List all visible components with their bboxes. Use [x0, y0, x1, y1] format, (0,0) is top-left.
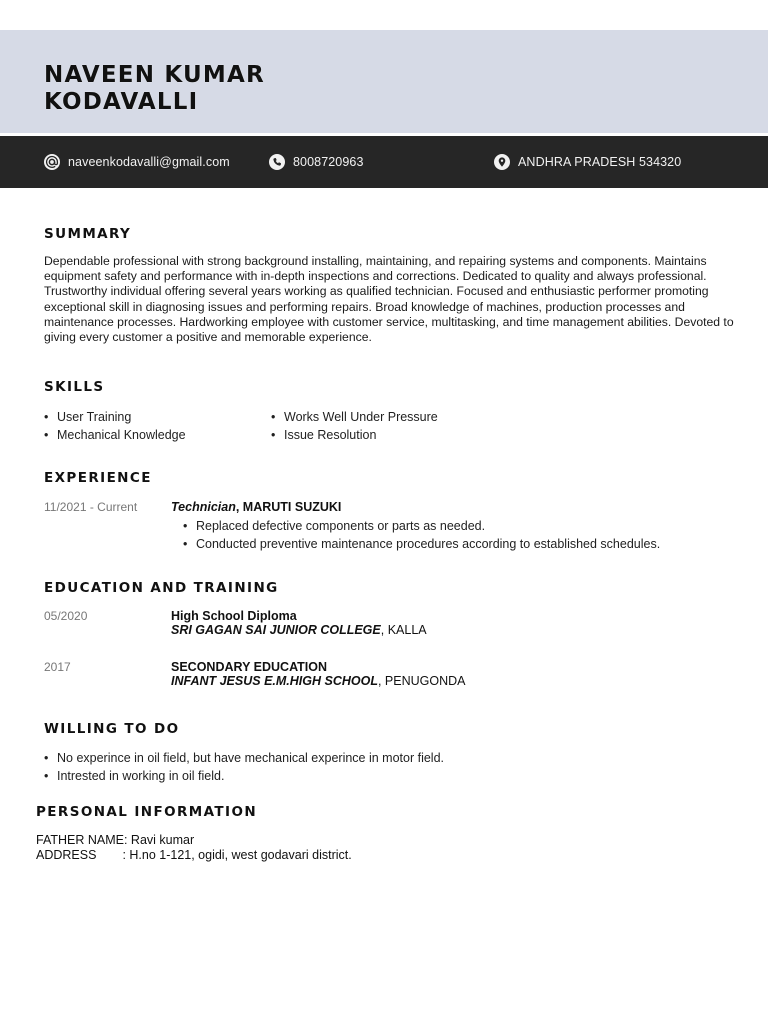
school-name: SRI GAGAN SAI JUNIOR COLLEGE	[171, 623, 381, 637]
name-line-2: KODAVALLI	[44, 89, 199, 115]
school-place: , PENUGONDA	[377, 674, 466, 688]
experience-bullets	[183, 517, 660, 553]
education-degree: High School Diploma	[171, 609, 297, 623]
job-company: , MARUTI SUZUKI	[235, 500, 342, 514]
contact-email[interactable]	[44, 136, 230, 188]
father-name: FATHER NAME: Ravi kumar	[36, 833, 195, 847]
skills-list-left	[44, 408, 186, 444]
location-text: ANDHRA PRADESH 534320	[518, 155, 682, 169]
education-heading: EDUCATION AND TRAINING	[44, 580, 279, 596]
education-degree: SECONDARY EDUCATION	[171, 660, 328, 674]
willing-item: • Intrested in working in oil field.	[44, 767, 444, 785]
willing-list	[44, 749, 444, 785]
personal-heading: PERSONAL INFORMATION	[36, 804, 258, 820]
contact-phone[interactable]	[269, 136, 364, 188]
candidate-name	[44, 62, 265, 116]
summary-text: Dependable professional with strong background installing, maintaining, and repairing systems and components. Maintains equipment safety and performance with in-depth inspections and corrections. Dedicated to quality and always professional. Trustworthy individual offering several years working as qualified technician. Focused and enthusiastic performer promoting exceptional skill in diagnosing issues and performing repairs. Broad knowledge of machines, production processes and maintenance processes. Hardworking employee with customer service, multitasking, and time management abilities. Devoted to giving every customer a positive and memorable experience.	[44, 254, 734, 345]
experience-bullet: • Replaced defective components or parts as needed.	[183, 517, 660, 535]
skills-heading: SKILLS	[44, 379, 105, 395]
location-pin-icon	[494, 154, 510, 170]
school-name: INFANT JESUS E.M.HIGH SCHOOL	[171, 674, 378, 688]
education-date: 2017	[44, 660, 71, 674]
experience-heading: EXPERIENCE	[44, 470, 152, 486]
education-date: 05/2020	[44, 609, 88, 623]
address-line	[36, 848, 352, 862]
experience-bullet: • Conducted preventive maintenance procedures according to established schedules.	[183, 535, 660, 553]
summary-heading: SUMMARY	[44, 226, 132, 242]
contact-location	[494, 136, 681, 188]
phone-icon	[269, 154, 285, 170]
phone-text: 8008720963	[293, 155, 364, 169]
school-place: , KALLA	[380, 623, 427, 637]
skill-item: • Issue Resolution	[271, 426, 438, 444]
experience-title	[171, 500, 341, 514]
willing-item: • No experince in oil field, but have mechanical experince in motor field.	[44, 749, 444, 767]
skill-item: • Works Well Under Pressure	[271, 408, 438, 426]
skill-item: • User Training	[44, 408, 186, 426]
address-value: : H.no 1-121, ogidi, west godavari district.	[122, 848, 352, 862]
education-school	[171, 623, 427, 637]
name-line-1: NAVEEN KUMAR	[44, 62, 265, 88]
education-school	[171, 674, 465, 688]
job-role: Technician	[171, 500, 236, 514]
email-text: naveenkodavalli@gmail.com	[68, 155, 230, 169]
willing-heading: WILLING TO DO	[44, 721, 180, 737]
skills-list-right	[271, 408, 438, 444]
experience-date: 11/2021 - Current	[44, 500, 138, 514]
skill-item: • Mechanical Knowledge	[44, 426, 186, 444]
at-icon	[44, 154, 60, 170]
contact-bar	[0, 136, 768, 188]
address-label: ADDRESS	[36, 848, 97, 862]
